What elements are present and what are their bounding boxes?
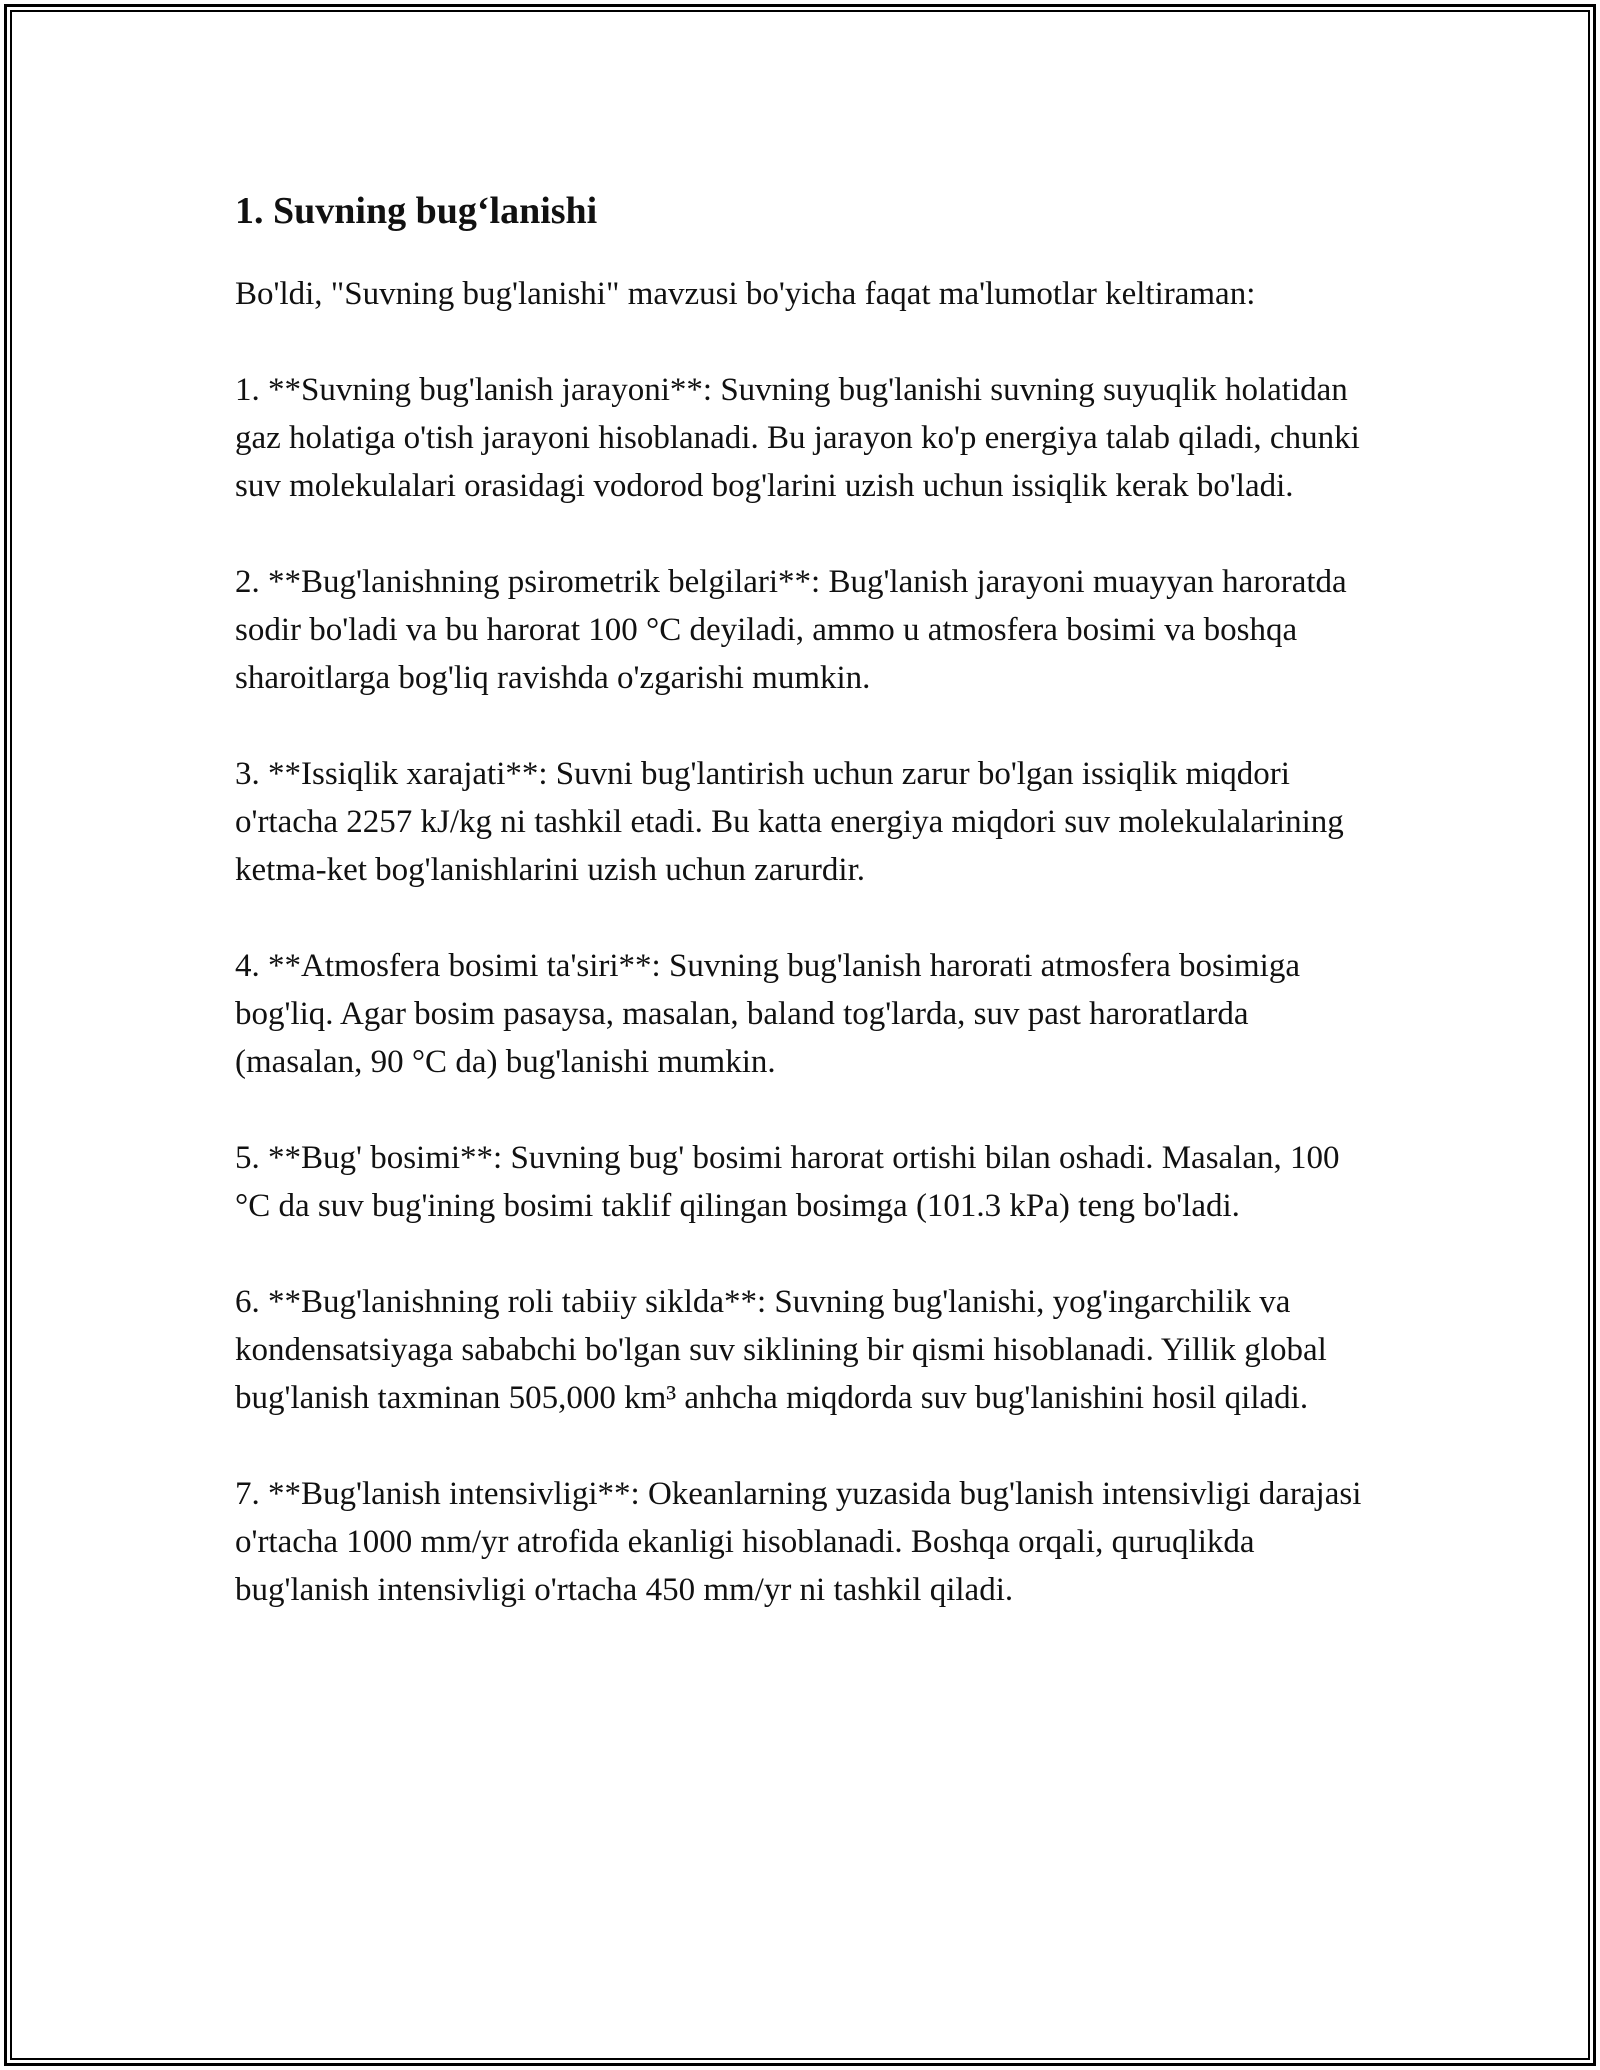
list-item: 7. **Bug'lanish intensivligi**: Okeanlarning yuzasida bug'lanish intensivligi darajasi o'rtacha 1000 mm/yr atrofida ekanligi hisoblanadi. Boshqa orqali, quruqlikda bug'lanish intensivligi o'rtacha 450 mm/yr ni tashkil qiladi.	[235, 1475, 1362, 1608]
list-item: 5. **Bug' bosimi**: Suvning bug' bosimi harorat ortishi bilan oshadi. Masalan, 100 °C da suv bug'ining bosimi taklif qilingan bosimga (101.3 kPa) teng bo'ladi.	[235, 1139, 1340, 1224]
document-body	[235, 188, 1375, 1662]
list-item: 6. **Bug'lanishning roli tabiiy siklda**: Suvning bug'lanishi, yog'ingarchilik va kondensatsiyaga sababchi bo'lgan suv siklining bir qismi hisoblanadi. Yillik global bug'lanish taxminan 505,000 km³ anhcha miqdorda suv bug'lanishini hosil qiladi.	[235, 1283, 1327, 1416]
list-item: 4. **Atmosfera bosimi ta'siri**: Suvning bug'lanish harorati atmosfera bosimiga bog'liq. Agar bosim pasaysa, masalan, baland tog'larda, suv past haroratlarda (masalan, 90 °C da) bug'lanishi mumkin.	[235, 947, 1300, 1080]
intro-paragraph: Bo'ldi, "Suvning bug'lanishi" mavzusi bo'yicha faqat ma'lumotlar keltiraman:	[235, 275, 1256, 312]
list-item: 1. **Suvning bug'lanish jarayoni**: Suvning bug'lanishi suvning suyuqlik holatidan gaz holatiga o'tish jarayoni hisoblanadi. Bu jarayon ko'p energiya talab qiladi, chunki suv molekulalari orasidagi vodorod bog'larini uzish uchun issiqlik kerak bo'ladi.	[235, 371, 1360, 504]
document-title: 1. Suvning bug‘lanishi	[235, 190, 598, 232]
list-item: 3. **Issiqlik xarajati**: Suvni bug'lantirish uchun zarur bo'lgan issiqlik miqdori o'rtacha 2257 kJ/kg ni tashkil etadi. Bu katta energiya miqdori suv molekulalarining ketma-ket bog'lanishlarini uzish uchun zarurdir.	[235, 755, 1344, 888]
list-item: 2. **Bug'lanishning psirometrik belgilari**: Bug'lanish jarayoni muayyan haroratda sodir bo'ladi va bu harorat 100 °C deyiladi, ammo u atmosfera bosimi va boshqa sharoitlarga bog'liq ravishda o'zgarishi mumkin.	[235, 563, 1347, 696]
